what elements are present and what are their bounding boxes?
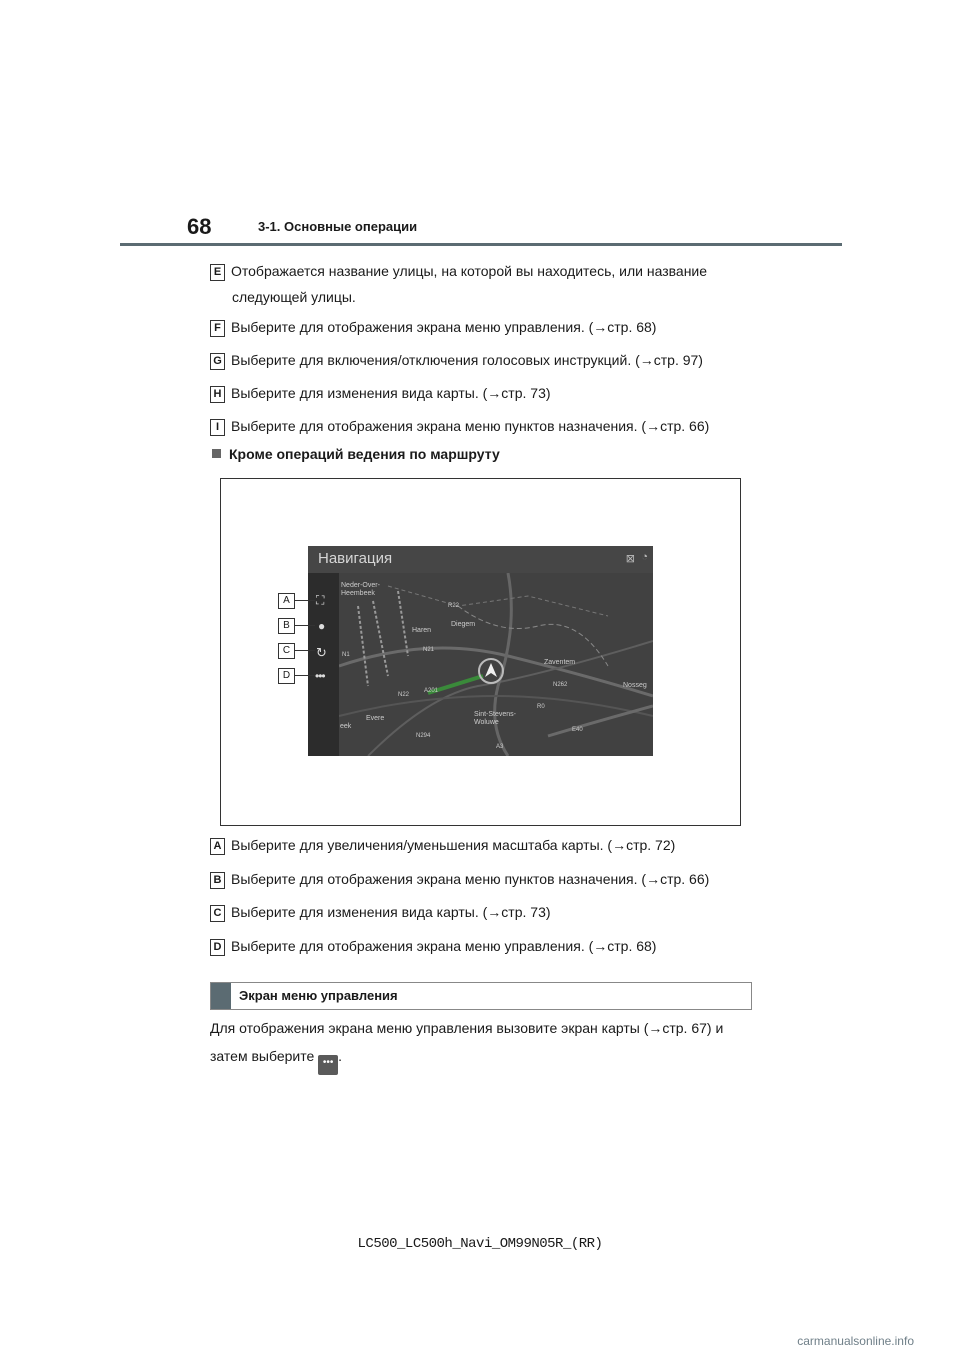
destination-pin-icon[interactable]: ●: [318, 619, 326, 633]
paragraph-end: .: [338, 1048, 343, 1064]
callout-line: [295, 675, 315, 676]
badge-h: H: [210, 386, 225, 403]
badge-d: D: [210, 939, 225, 956]
badge-f: F: [210, 320, 225, 337]
callout-line: [295, 600, 315, 601]
more-button-icon: •••: [318, 1055, 338, 1075]
section-title: 3-1. Основные операции: [258, 219, 418, 234]
paragraph-line1: Для отображения экрана меню управления вызовите экран карты (→стр. 67) и: [210, 1020, 724, 1036]
map-view-icon[interactable]: ↻: [316, 645, 327, 660]
map-label: eek: [340, 723, 352, 730]
badge-i: I: [210, 419, 225, 436]
item-text: Выберите для увеличения/уменьшения масштаба карты. (→стр. 72): [231, 837, 676, 853]
road-label: A201: [424, 688, 439, 694]
map-label: Neder-Over- Heembeek: [341, 582, 380, 597]
badge-b: B: [210, 872, 225, 889]
road-label: R0: [537, 704, 545, 710]
item-text: Выберите для отображения экрана меню пунктов назначения. (→стр. 66): [231, 418, 710, 434]
map-label: Zaventem: [544, 659, 576, 666]
road-label: N22: [398, 692, 410, 698]
map-label: Evere: [366, 715, 385, 722]
subheading-text: Кроме операций ведения по маршруту: [229, 446, 500, 462]
item-text: Выберите для отображения экрана меню управления. (→стр. 68): [231, 938, 657, 954]
header-rule: [120, 243, 842, 246]
footer-code: LC500_LC500h_Navi_OM99N05R_(RR): [357, 1236, 603, 1252]
callout-line: [295, 650, 315, 651]
badge-e: E: [210, 264, 225, 281]
list-item-c: [210, 899, 770, 925]
list-item-e: [210, 258, 770, 310]
callout-line: [295, 625, 315, 626]
paragraph-line2: [210, 1042, 770, 1075]
road-label: N21: [423, 647, 435, 653]
item-text: Отображается название улицы, на которой вы находитесь, или название: [231, 263, 708, 279]
road-label: N1: [342, 652, 350, 658]
road-label: N262: [553, 682, 568, 688]
map-label: Sint-Stevens- Woluwe: [474, 711, 517, 726]
list-item-b: [210, 866, 770, 892]
item-text: Выберите для включения/отключения голосовых инструкций. (→стр. 97): [231, 352, 703, 368]
list-item-f: [210, 314, 770, 340]
bullet-square-icon: [212, 449, 221, 458]
map-label: Haren: [412, 627, 432, 634]
badge-c: C: [210, 905, 225, 922]
zoom-icon[interactable]: ⛶: [316, 593, 325, 607]
road-label: A3: [496, 744, 504, 750]
callout-a: A: [278, 593, 295, 609]
no-sim-icon: ⊠: [625, 553, 635, 565]
callout-d: D: [278, 668, 295, 684]
menu-section-title: Экран меню управления: [239, 988, 398, 1003]
more-menu-icon[interactable]: •••: [315, 669, 325, 683]
road-label: E40: [572, 727, 583, 733]
screen-header: [308, 546, 653, 573]
item-text: Выберите для отображения экрана меню пунктов назначения. (→стр. 66): [231, 871, 710, 887]
screen-title: Навигация: [318, 550, 393, 567]
nav-screen: [308, 546, 653, 756]
menu-section-box: [210, 982, 752, 1010]
item-text: Выберите для изменения вида карты. (→стр. 73): [231, 904, 551, 920]
watermark: carmanualsonline.info: [797, 1334, 914, 1348]
item-text: Выберите для изменения вида карты. (→стр. 73): [231, 385, 551, 401]
item-text-continued: следующей улицы.: [232, 289, 356, 305]
list-item-h: [210, 380, 770, 406]
subheading: [212, 446, 500, 462]
road-label: R22: [448, 603, 460, 609]
list-item-a: [210, 832, 770, 858]
road-label: N294: [416, 733, 431, 739]
item-text: Выберите для отображения экрана меню управления. (→стр. 68): [231, 319, 657, 335]
map-label: Diegem: [451, 621, 476, 628]
list-item-d: [210, 933, 770, 959]
wifi-icon: ◔: [641, 551, 648, 563]
map-label: Nosseg: [623, 682, 647, 689]
badge-a: A: [210, 838, 225, 855]
list-item-g: [210, 347, 770, 373]
callout-b: B: [278, 618, 295, 634]
callout-c: C: [278, 643, 295, 659]
section-tab: [211, 983, 231, 1009]
paragraph-text: затем выберите: [210, 1048, 315, 1064]
page-number: 68: [187, 214, 212, 239]
badge-g: G: [210, 353, 225, 370]
list-item-i: [210, 413, 770, 439]
